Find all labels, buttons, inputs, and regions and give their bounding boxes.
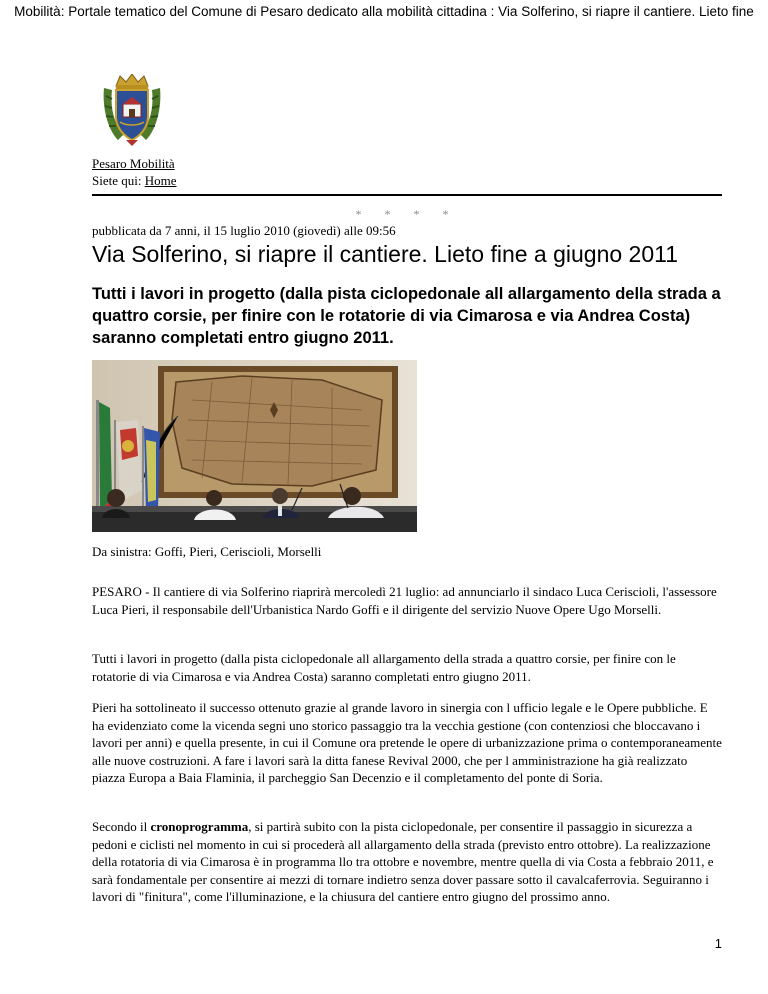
article-paragraph-2: Tutti i lavori in progetto (dalla pista ciclopedonale all allargamento della strada a quattro corsie, per finire con le rotatorie di via Cimarosa e via Andrea Costa) saranno completati entro giugno 2011. bbox=[92, 651, 676, 684]
pesaro-coat-of-arms-logo bbox=[96, 74, 168, 150]
site-name bbox=[92, 155, 175, 172]
cronoprogramma-term: cronoprogramma bbox=[150, 819, 249, 834]
site-home-link[interactable]: Pesaro Mobilità bbox=[92, 156, 175, 171]
article-paragraph-4 bbox=[92, 818, 722, 906]
press-conference-photo bbox=[92, 360, 417, 532]
photo-caption: Da sinistra: Goffi, Pieri, Ceriscioli, Morselli bbox=[92, 544, 322, 559]
page-header bbox=[0, 4, 768, 24]
breadcrumb bbox=[92, 172, 177, 189]
paragraph-4-rest: , si partirà subito con la pista ciclopedonale, per consentire il passaggio in sicurezza a pedoni e ciclisti nel momento in cui si procederà all allargamento della strada (previsto entro ottobre). La realizzazione della rotatoria di via Cimarosa è in programma llo tra ottobre e novembre, mentre quella di via Costa a febbraio 2011, e sarà fondamentale per consentire ai mezzi di tornare indietro senza dover passare sotto il cavalcaferrovia. Seguiranno i lavori di "finitura", come l'illuminazione, e la chiusura del cantiere entro giugno del prossimo anno. bbox=[92, 819, 714, 904]
breadcrumb-home-link[interactable]: Home bbox=[144, 173, 177, 188]
separator-stars: * * * * bbox=[355, 207, 459, 221]
publication-date: pubblicata da 7 anni, il 15 luglio 2010 (giovedì) alle 09:56 bbox=[92, 223, 396, 238]
breadcrumb-prefix: Siete qui: bbox=[92, 173, 142, 188]
article-title: Via Solferino, si riapre il cantiere. Lieto fine a giugno 2011 bbox=[92, 241, 679, 267]
page-number: 1 bbox=[714, 936, 722, 951]
header-divider bbox=[92, 194, 722, 196]
article-paragraph-1: PESARO - Il cantiere di via Solferino riaprirà mercoledì 21 luglio: ad annunciarlo il sindaco Luca Ceriscioli, l'assessore Luca Pieri, il responsabile dell'Urbanistica Nardo Goffi e il dirigente del servizio Nuove Opere Ugo Morselli. bbox=[92, 584, 717, 617]
article-subtitle: Tutti i lavori in progetto (dalla pista ciclopedonale all allargamento della strada a quattro corsie, per finire con le rotatorie di via Cimarosa e via Andrea Costa) saranno completati entro giugno 2011. bbox=[92, 285, 721, 347]
paragraph-4-lead: Secondo il bbox=[92, 819, 151, 834]
article-paragraph-3: Pieri ha sottolineato il successo ottenuto grazie al grande lavoro in sinergia con l ufficio legale e le Opere pubbliche. E ha evidenziato come la vicenda segni uno storico passaggio tra la vecchia gestione (con contenziosi che bloccavano i lavori per anni) e quella presente, in cui il Comune ora pretende le opere di urbanizzazione prima o contemporaneamente alle nuove costruzioni. A fare i lavori sarà la ditta fanese Revival 2000, che per l amministrazione ha già realizzato piazza Europa a Baia Flaminia, il parcheggio San Decenzio e il completamento del ponte di Soria. bbox=[92, 700, 722, 785]
page-header-title: Mobilità: Portale tematico del Comune di Pesaro dedicato alla mobilità cittadina : Via Solferino, si riapre il cantiere. Lieto fine bbox=[14, 4, 754, 19]
